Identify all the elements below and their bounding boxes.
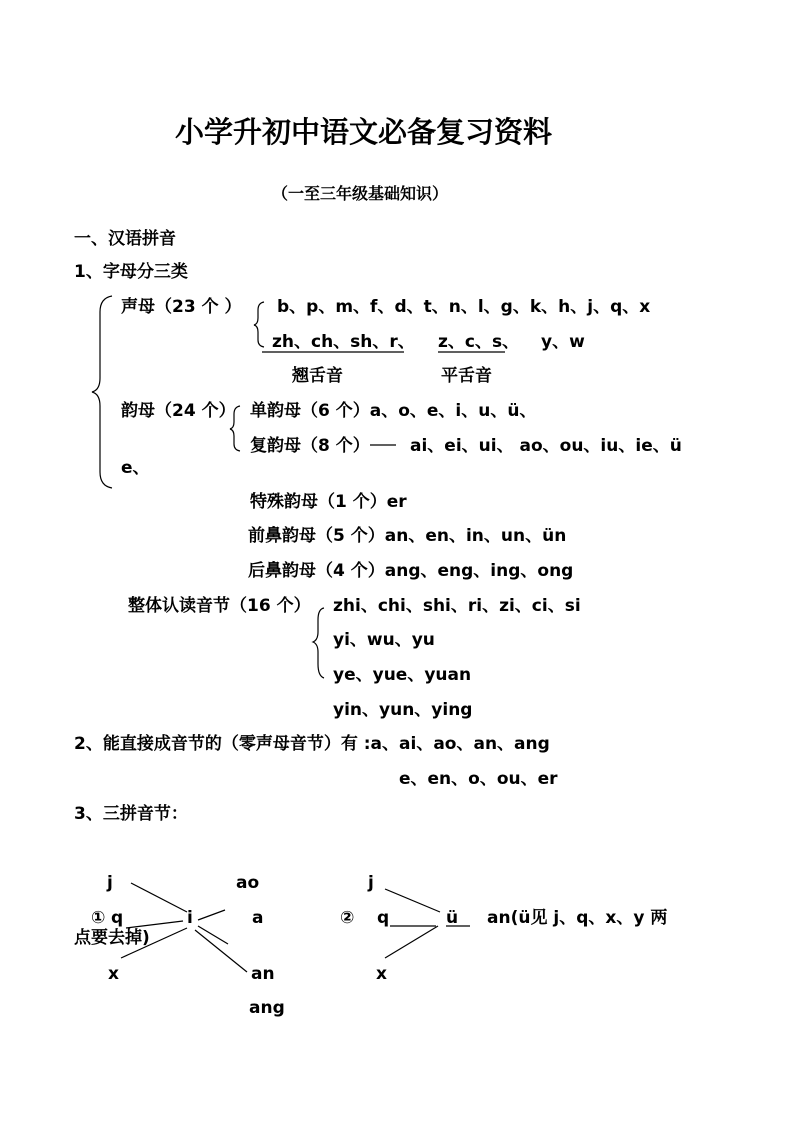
shengmu-flat: z、c、s、 xyxy=(438,332,520,352)
whole-row: zhi、chi、shi、ri、zi、ci、si xyxy=(333,596,581,616)
item3-label: 3、三拼音节： xyxy=(74,804,188,824)
diagram2-note: an(ü见 j、q、x、y 两 xyxy=(487,908,668,928)
whole-row: ye、yue、yuan xyxy=(333,665,472,685)
diagram1-initial: q xyxy=(111,908,124,928)
yunmu-brace xyxy=(230,406,240,451)
page-title: 小学升初中语文必备复习资料 xyxy=(175,115,553,149)
diagram1-num: ① xyxy=(91,908,106,928)
shengmu-retroflex: zh、ch、sh、r、 xyxy=(272,332,415,352)
whole-row: yin、yun、ying xyxy=(333,700,473,720)
yunmu-compound-label: 复韵母（8 个） xyxy=(250,436,370,456)
yunmu-label: 韵母（24 个） xyxy=(121,401,236,421)
item2-row2: e、en、o、ou、er xyxy=(399,769,558,789)
diagram1-initial: j xyxy=(107,873,113,893)
yunmu-compound-values: ai、ei、ui、 ao、ou、iu、ie、ü xyxy=(410,436,682,456)
yunmu-front-nasal: 前鼻韵母（5 个）an、en、in、un、ün xyxy=(248,526,567,546)
diagram2-note-wrap: 点要去掉) xyxy=(74,928,150,948)
item1-label: 1、字母分三类 xyxy=(74,262,188,282)
yunmu-single: 单韵母（6 个）a、o、e、i、u、ü、 xyxy=(250,401,537,421)
shengmu-brace xyxy=(254,302,264,347)
whole-label: 整体认读音节（16 个） xyxy=(128,596,311,616)
diagram2-num: ② xyxy=(340,908,355,928)
whole-row: yi、wu、yu xyxy=(333,630,435,650)
main-brace xyxy=(92,296,112,488)
shengmu-yw: y、w xyxy=(541,332,585,352)
diagram1-initial: x xyxy=(108,964,119,984)
diagram2-medial: ü xyxy=(446,908,459,928)
page-subtitle: （一至三年级基础知识） xyxy=(272,184,449,203)
yunmu-back-nasal: 后鼻韵母（4 个）ang、eng、ing、ong xyxy=(248,561,574,581)
diagram1-medial: i xyxy=(187,908,193,928)
shengmu-row1: b、p、m、f、d、t、n、l、g、k、h、j、q、x xyxy=(277,297,651,317)
item2-label: 2、能直接成音节的（零声母音节）有 :a、ai、ao、an、ang xyxy=(74,734,550,754)
yunmu-compound-wrap: e、 xyxy=(121,458,150,478)
diagram1-final: an xyxy=(251,964,275,984)
diagram2-initial: x xyxy=(376,964,387,984)
flat-label: 平舌音 xyxy=(441,366,492,386)
whole-brace xyxy=(313,608,324,678)
diagram1-final: ang xyxy=(249,998,285,1018)
diagram1-final: ao xyxy=(236,873,260,893)
shengmu-label: 声母（23 个 ） xyxy=(121,297,242,317)
diagram2-initial: j xyxy=(368,873,374,893)
section-heading: 一、汉语拼音 xyxy=(74,229,176,249)
diagram1-final: a xyxy=(252,908,264,928)
retroflex-label: 翘舌音 xyxy=(292,366,343,386)
yunmu-special: 特殊韵母（1 个）er xyxy=(250,492,407,512)
diagram2-initial: q xyxy=(377,908,390,928)
